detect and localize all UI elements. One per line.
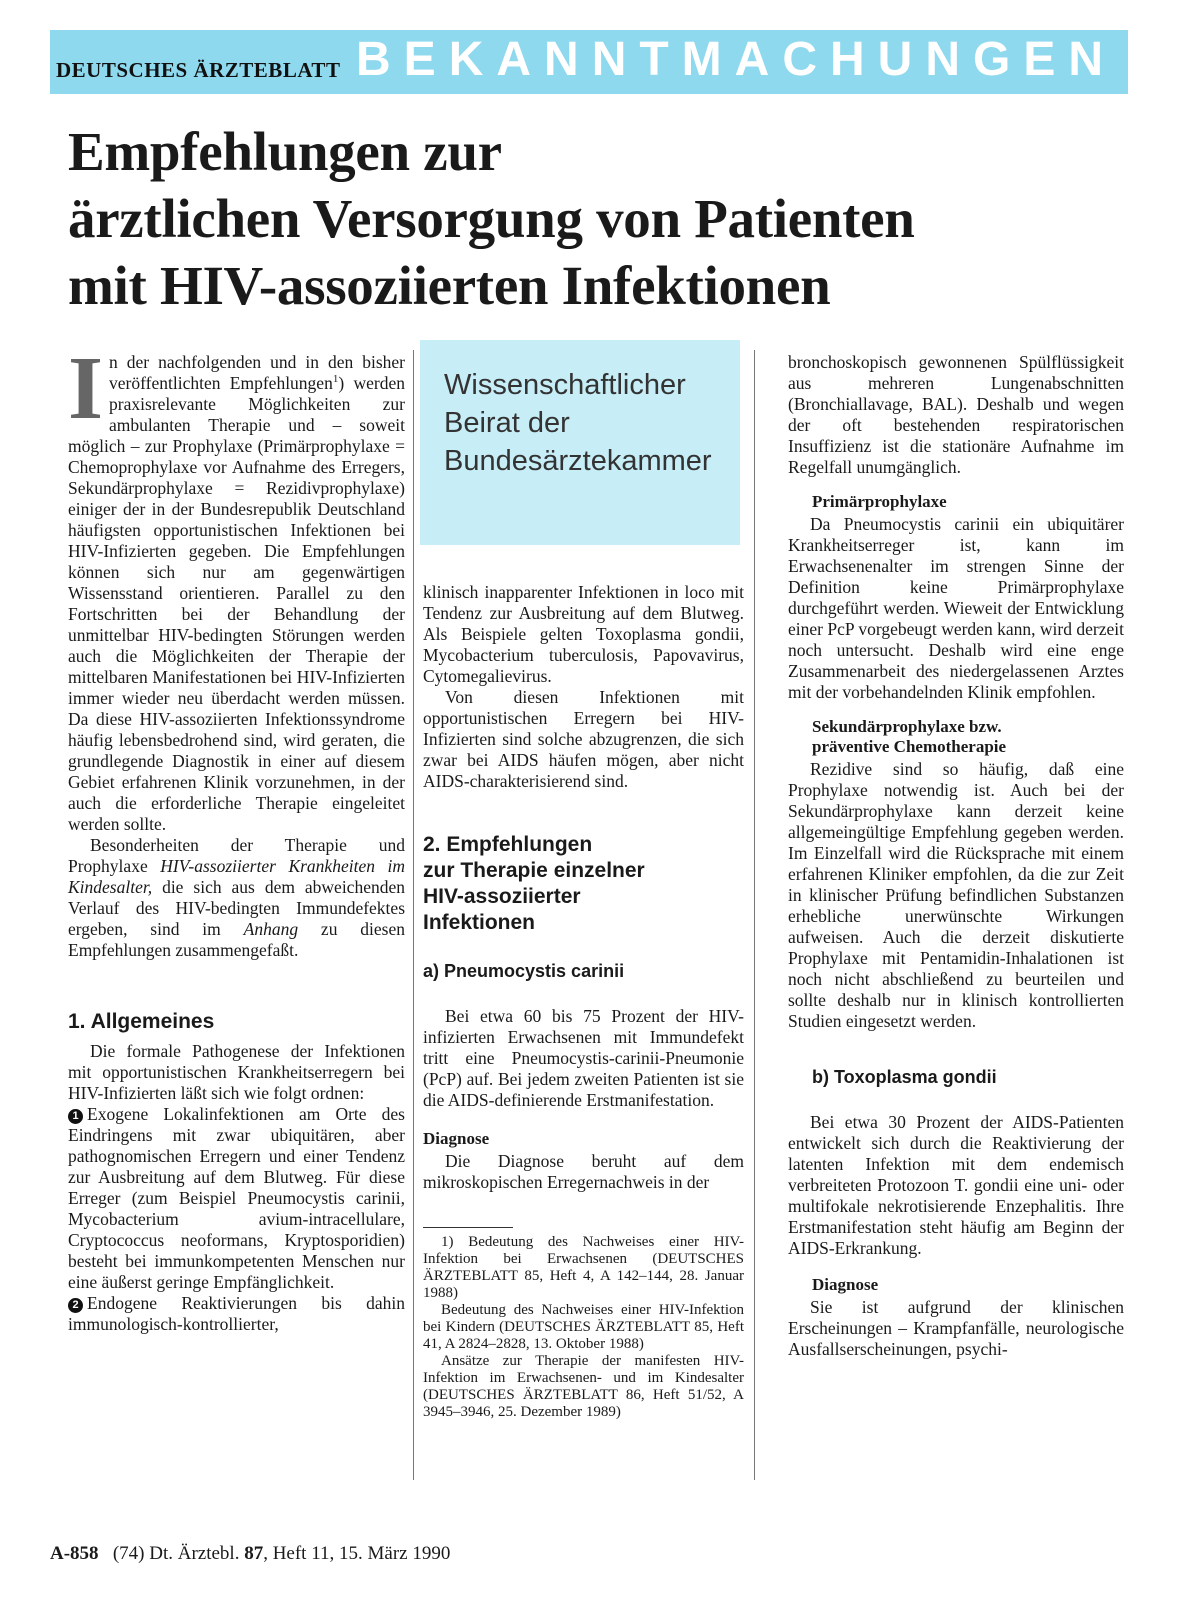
title-line-1: Empfehlungen zur bbox=[68, 121, 502, 182]
drop-cap: I bbox=[68, 339, 104, 438]
section-2-heading bbox=[423, 832, 744, 936]
bullet-text-1: Exogene Lokalinfektionen am Orte des Eindringens mit zwar ubiquitären, aber pathognomischen Erregern und einer Tendenz zur Ausbreitung auf dem Blutweg. Für diese Erreger (zum Beispiel Pneumocystis carinii, Mycobacterium avium-intracellulare, Cryptococcus neoformans, Kryptosporidien) besteht bei immunkompetenten Menschen nur eine äußerst geringe Empfänglichkeit. bbox=[68, 1104, 405, 1292]
journal-name: DEUTSCHES ÄRZTEBLATT bbox=[56, 58, 341, 82]
col3-paragraph-4: Bei etwa 30 Prozent der AIDS-Patienten entwickelt sich durch die Reaktivierung der latenten Infektion mit dem endemisch verbreiteten Protozoon T. gondii eine uni- oder multifokale nekrotisierende Enzephalitis. Ihre Erstmanifestation steht häufig am Beginn der AIDS-Erkrankung. bbox=[788, 1112, 1124, 1258]
section-2-heading-line-2: zur Therapie einzelner bbox=[423, 859, 645, 882]
column-1 bbox=[68, 339, 405, 1335]
p2-italic-2: Anhang bbox=[243, 919, 299, 939]
diagnosis-heading-b: Diagnose bbox=[812, 1275, 879, 1294]
journal-banner bbox=[50, 30, 1128, 94]
primary-prophylaxis-heading: Primärprophylaxe bbox=[812, 492, 947, 511]
column-divider-1 bbox=[413, 350, 414, 1480]
section-2-heading-line-4: Infektionen bbox=[423, 911, 536, 934]
advisory-board-name bbox=[444, 366, 712, 480]
col3-paragraph-1: bronchoskopisch gewonnenen Spülflüssigkeit aus mehreren Lungenabschnitten (Bronchiallavage, BAL). Deshalb und wegen der oft bestehenden respiratorischen Insuffizienz ist die stationäre Aufnahme im Regelfall unumgänglich. bbox=[788, 352, 1124, 477]
footnote-2: Bedeutung des Nachweises einer HIV-Infektion bei Kindern (DEUTSCHES ÄRZTEBLATT 85, Heft 41, A 2824–2828, 13. Oktober 1988) bbox=[423, 1302, 744, 1352]
children-paragraph bbox=[68, 835, 405, 961]
bullet-item-2 bbox=[68, 1293, 405, 1335]
secondary-prophylaxis-heading-line-1: Sekundärprophylaxe bzw. bbox=[812, 717, 1002, 736]
subsection-a-heading: a) Pneumocystis carinii bbox=[423, 961, 625, 981]
intro-paragraph bbox=[68, 339, 405, 835]
bullet-number-1: 1 bbox=[68, 1109, 83, 1124]
box-line-1: Wissenschaftlicher bbox=[444, 369, 686, 401]
volume-number: 87 bbox=[244, 1543, 264, 1564]
issue-reference: (74) Dt. Ärztebl. bbox=[112, 1543, 240, 1564]
page-number: A-858 bbox=[50, 1543, 99, 1564]
intro-text-b: ) werden praxisrelevante Möglichkeiten zur ambulanten Therapie und – soweit möglich – zur Prophylaxe (Primärprophylaxe = Chemoprophylaxe vor Aufnahme des Erregers, Sekundärprophylaxe = Rezidivprophylaxe) einiger der in der Bundesrepublik Deutschland häufigsten opportunistischen Infektionen bei HIV-Infizierten gegeben. Die Empfehlungen können sich nur am gegenwärtigen Wissensstand orientieren. Parallel zu den Fortschritten bei der Behandlung der unmittelbar HIV-bedingten Störungen werden auch die Möglichkeiten der Therapie der mittelbaren Manifestationen bei HIV-Infizierten immer wieder neu überdacht werden müssen. Da diese HIV-assoziierten Infektionssyndrome häufig lebensbedrohend sind, wird geraten, die grundlegende Diagnostik in einer auf diesem Gebiet erfahrenen Klinik vorzunehmen, in der auch die erforderliche Therapie eingeleitet werden sollte. bbox=[68, 373, 405, 834]
col2-paragraph-4: Die Diagnose beruht auf dem mikroskopischen Erregernachweis in der bbox=[423, 1151, 744, 1192]
p2-text-c: zu diesen Empfehlungen zusammengefaßt. bbox=[68, 919, 405, 960]
footnote-ref: 1 bbox=[332, 373, 339, 386]
intro-text-a: n der nachfolgenden und in den bisher veröffentlichten Empfehlungen bbox=[109, 352, 405, 393]
diagnosis-heading-a: Diagnose bbox=[423, 1129, 490, 1148]
issue-date: , Heft 11, 15. März 1990 bbox=[263, 1543, 451, 1564]
footnote-rule bbox=[423, 1227, 513, 1228]
p2-text-b: die sich aus dem abweichenden Verlauf des HIV-bedingten Immundefektes ergeben, sind im bbox=[68, 877, 405, 939]
subsection-b-heading: b) Toxoplasma gondii bbox=[812, 1067, 997, 1087]
footnote-1: 1) Bedeutung des Nachweises einer HIV-Infektion bei Erwachsenen (DEUTSCHES ÄRZTEBLATT 85, Heft 4, A 142–144, 28. Januar 1988) bbox=[423, 1234, 744, 1301]
footnote-3: Ansätze zur Therapie der manifesten HIV-Infektion im Erwachsenen- und im Kindesalter (DEUTSCHES ÄRZTEBLATT 86, Heft 51/52, A 3945–3946, 25. Dezember 1989) bbox=[423, 1353, 744, 1420]
section-1-paragraph: Die formale Pathogenese der Infektionen mit opportunistischen Krankheitserregern bei HIV-Infizierten läßt sich wie folgt ordnen: bbox=[68, 1041, 405, 1103]
p2-italic-1: HIV-assoziierter Krankheiten im Kindesalter, bbox=[68, 856, 405, 897]
col2-paragraph-2: Von diesen Infektionen mit opportunistischen Erregern bei HIV-Infizierten sind solche abzugrenzen, die sich zwar bei AIDS häufen mögen, aber nicht AIDS-charakterisierend sind. bbox=[423, 687, 744, 791]
col2-paragraph-3: Bei etwa 60 bis 75 Prozent der HIV-infizierten Erwachsenen mit Immundefekt tritt eine Pneumocystis-carinii-Pneumonie (PcP) auf. Bei jedem zweiten Patienten ist sie die AIDS-definierende Erstmanifestation. bbox=[423, 1006, 744, 1110]
title-line-2: ärztlichen Versorgung von Patienten bbox=[68, 188, 915, 249]
bullet-number-2: 2 bbox=[68, 1298, 83, 1313]
column-divider-2 bbox=[754, 350, 755, 1480]
advisory-board-box bbox=[420, 340, 740, 545]
title-line-3: mit HIV-assoziierten Infektionen bbox=[68, 255, 831, 316]
section-1-heading: 1. Allgemeines bbox=[68, 1010, 215, 1033]
bullet-text-2: Endogene Reaktivierungen bis dahin immunologisch-kontrollierter, bbox=[68, 1293, 405, 1334]
col3-paragraph-2: Da Pneumocystis carinii ein ubiquitärer Krankheitserreger ist, kann im Erwachsenenalter im strengen Sinne der Definition keine Primärprophylaxe durchgeführt werden. Wieweit der Entwicklung einer PcP vorgebeugt werden kann, wird derzeit noch untersucht. Deshalb wird eine enge Zusammenarbeit des niedergelassenen Arztes mit der vorbehandelnden Klinik empfohlen. bbox=[788, 514, 1124, 702]
box-line-3: Bundesärztekammer bbox=[444, 445, 712, 477]
col3-paragraph-3: Rezidive sind so häufig, daß eine Prophylaxe notwendig ist. Auch bei der Sekundärprophylaxe kann derzeit keine allgemeingültige Empfehlung gegeben werden. Im Einzelfall wird die Rücksprache mit einem erfahrenen Kliniker empfohlen, da die zur Zeit in klinischer Prüfung befindlichen Substanzen erhebliche unerwünschte Wirkungen aufweisen. Auch die derzeit diskutierte Prophylaxe mit Pentamidin-Inhalationen ist noch nicht abschließend zu beurteilen und sollte deshalb nur in klinisch kontrollierten Studien eingesetzt werden. bbox=[788, 759, 1124, 1031]
secondary-prophylaxis-heading-line-2: präventive Chemotherapie bbox=[812, 737, 1007, 756]
footnotes bbox=[423, 1234, 744, 1421]
bullet-item-1 bbox=[68, 1104, 405, 1293]
section-label: BEKANNTMACHUNGEN bbox=[356, 33, 1116, 86]
page-footer bbox=[50, 1543, 450, 1565]
article-title bbox=[68, 118, 1148, 319]
col3-paragraph-5: Sie ist aufgrund der klinischen Erscheinungen – Krampfanfälle, neurologische Ausfallserscheinungen, psychi- bbox=[788, 1297, 1124, 1359]
box-line-2: Beirat der bbox=[444, 407, 570, 439]
secondary-prophylaxis-heading bbox=[812, 717, 1124, 757]
col2-paragraph-1: klinisch inapparenter Infektionen in loco mit Tendenz zur Ausbreitung auf dem Blutweg. Als Beispiele gelten Toxoplasma gondii, Mycobacterium tuberculosis, Papovavirus, Cytomegalievirus. bbox=[423, 582, 744, 686]
column-3 bbox=[788, 352, 1124, 1360]
column-2 bbox=[423, 582, 744, 1421]
section-2-heading-line-3: HIV-assoziierter bbox=[423, 885, 581, 908]
p2-text-a: Besonderheiten der Therapie und Prophylaxe bbox=[68, 835, 405, 876]
section-2-heading-line-1: 2. Empfehlungen bbox=[423, 833, 593, 856]
